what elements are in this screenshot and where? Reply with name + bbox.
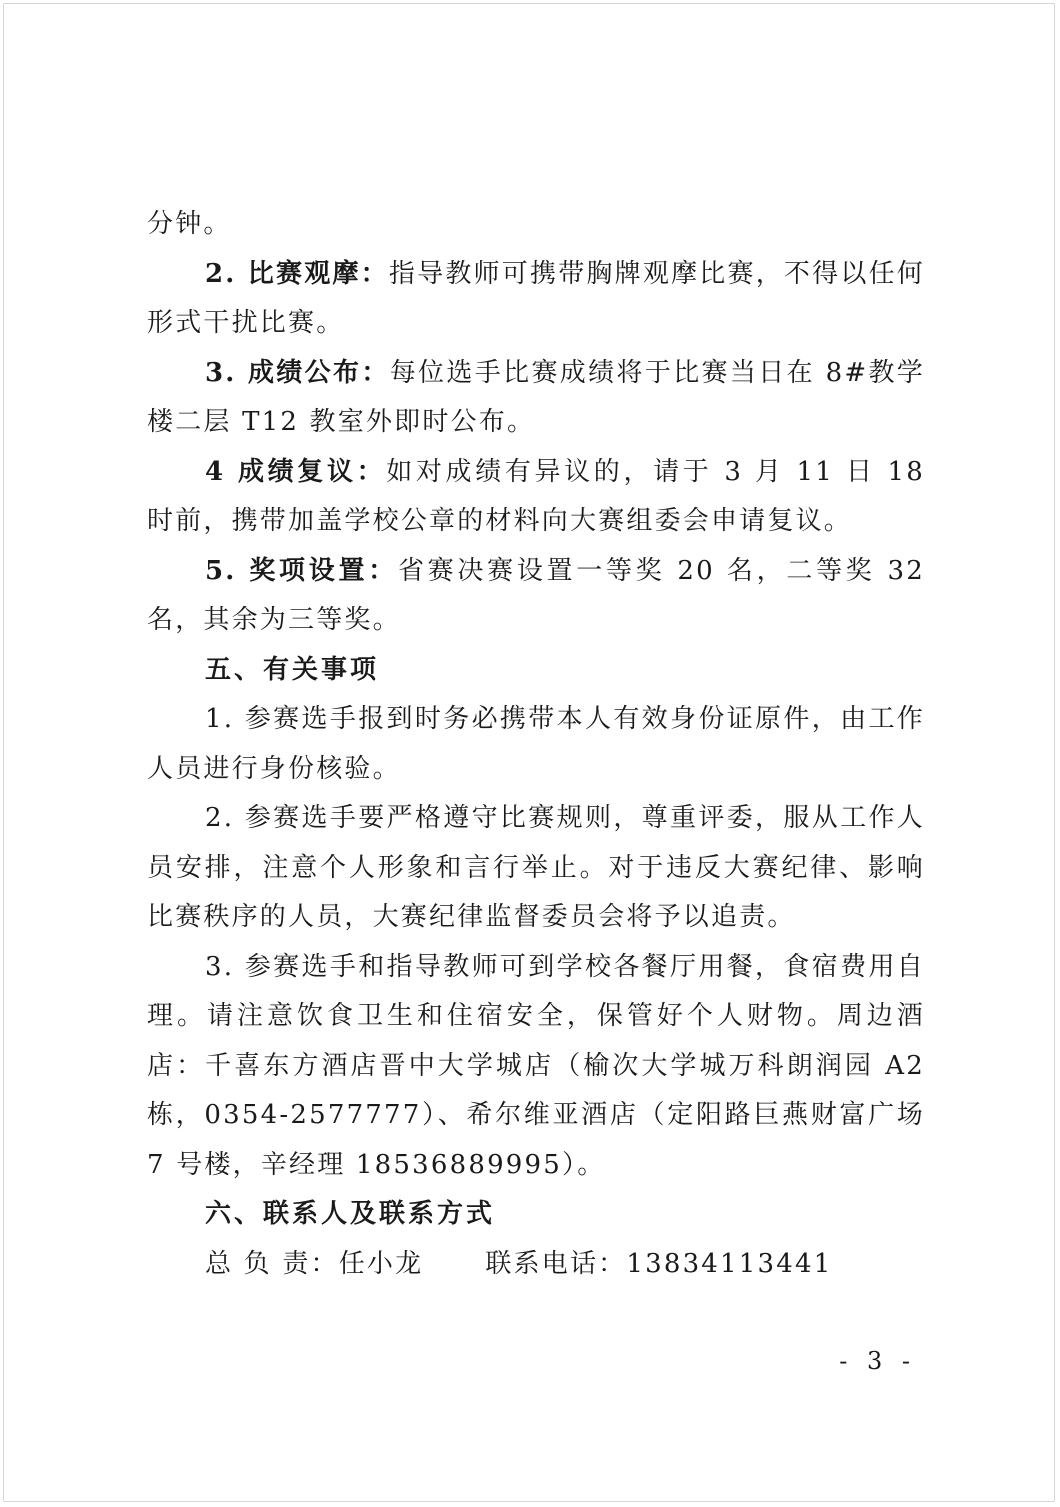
- section-heading-contacts: 六、联系人及联系方式: [205, 1199, 496, 1229]
- item-score-review: [147, 448, 925, 547]
- document-page: [3, 3, 1055, 1502]
- page-number: - 3 -: [839, 1347, 916, 1375]
- contact-line: [147, 1240, 925, 1290]
- matter-paragraph-2: 2. 参赛选手要严格遵守比赛规则，尊重评委，服从工作人员安排，注意个人形象和言行举止。对于违反大赛纪律、影响比赛秩序的人员，大赛纪律监督委员会将予以追责。: [147, 803, 925, 932]
- item-text: 每位选手比赛成绩将于比赛当日在 8#教学楼二层 T12 教室外即时公布。: [147, 357, 926, 437]
- document-body: [147, 200, 925, 1289]
- item-label: 5. 奖项设置：: [205, 555, 398, 586]
- intro-tail: 分钟。: [147, 209, 232, 239]
- item-label: 4 成绩复议：: [205, 456, 387, 487]
- contact-phone: 联系电话：13834113441: [485, 1248, 833, 1279]
- item-score-announcement: [147, 349, 925, 448]
- item-awards: [147, 547, 925, 646]
- section-heading-related-matters: 五、有关事项: [205, 654, 380, 685]
- item-text: 如对成绩有异议的，请于 3 月 11 日 18 时前，携带加盖学校公章的材料向大赛组委会申请复议。: [147, 456, 925, 536]
- item-label: 3. 成绩公布：: [205, 357, 390, 388]
- item-text: 省赛决赛设置一等奖 20 名，二等奖 32 名，其余为三等奖。: [147, 555, 925, 635]
- item-text: 指导教师可携带胸牌观摩比赛，不得以任何形式干扰比赛。: [147, 258, 925, 338]
- matter-paragraph-3: 3. 参赛选手和指导教师可到学校各餐厅用餐，食宿费用自理。请注意饮食卫生和住宿安全，保管好个人财物。周边酒店：千喜东方酒店晋中大学城店（榆次大学城万科朗润园 A2 栋，0354-2577777）、希尔维亚酒店（定阳路巨燕财富广场 7 号楼，辛经理 18536889995）。: [147, 951, 925, 1180]
- matter-paragraph-1: 1. 参赛选手报到时务必携带本人有效身份证原件，由工作人员进行身份核验。: [147, 704, 925, 784]
- item-label: 2. 比赛观摩：: [205, 258, 389, 289]
- contact-role: 总 负 责：任小龙: [205, 1248, 424, 1279]
- item-competition-observation: [147, 250, 925, 349]
